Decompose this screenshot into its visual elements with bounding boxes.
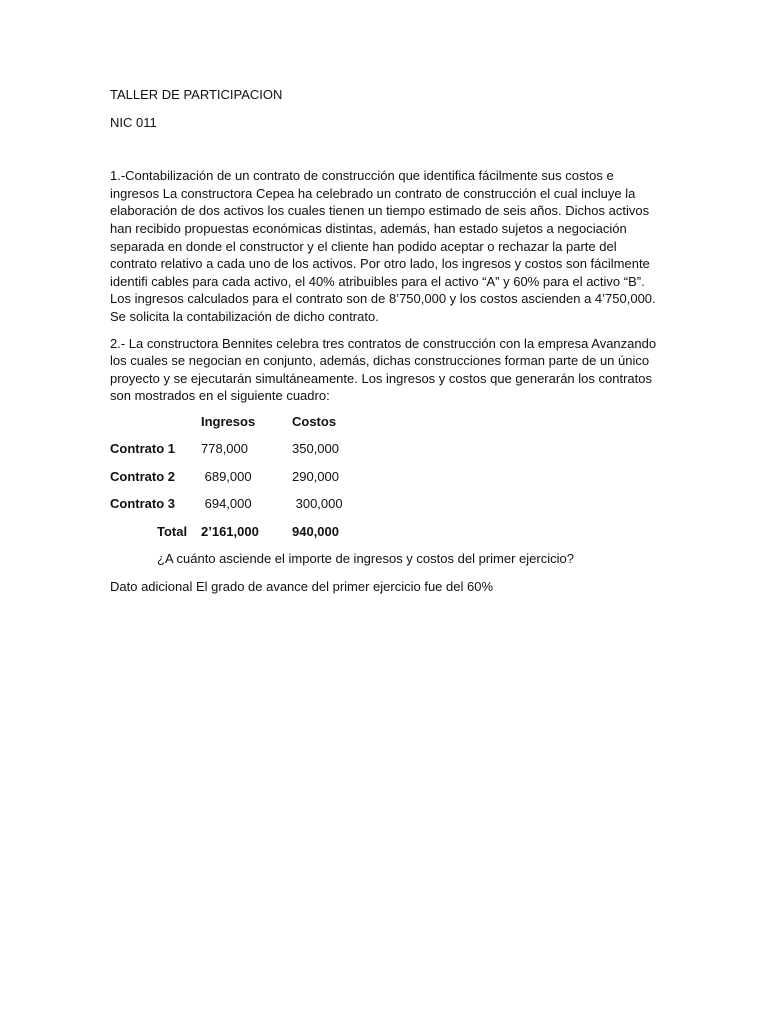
paragraph-2-line: 2.- La constructora Bennites celebra tres contratos de construcción con la empresa Avanzando	[110, 335, 657, 351]
document-page	[110, 86, 660, 596]
paragraph-2-line: son mostrados en el siguiente cuadro:	[110, 388, 330, 404]
contracts-table	[110, 413, 660, 551]
paragraph-2	[110, 335, 660, 405]
table-header-row	[110, 413, 660, 441]
row-costos: 290,000	[292, 468, 339, 484]
row-ingresos: 689,000	[201, 468, 252, 484]
question-text: ¿A cuánto asciende el importe de ingresos y costos del primer ejercicio?	[157, 551, 574, 567]
paragraph-1-line: Se solicita la contabilización de dicho contrato.	[110, 308, 379, 324]
row-label: Contrato 3	[110, 496, 175, 512]
paragraph-2-line: proyecto y se ejecutarán simultáneamente. Los ingresos y costos que generarán los contratos	[110, 370, 652, 386]
header-ingresos: Ingresos	[201, 413, 256, 429]
row-costos: 300,000	[292, 496, 343, 512]
table-total-row	[110, 523, 660, 551]
row-label: Contrato 1	[110, 441, 175, 457]
total-label: Total	[157, 523, 188, 539]
row-ingresos: 694,000	[201, 496, 252, 512]
table-row	[110, 468, 660, 496]
paragraph-1-line: elaboración de dos activos los cuales tienen un tiempo estimado de seis años. Dichos activos	[110, 203, 650, 219]
table-row	[110, 440, 660, 468]
paragraph-1-line: ingresos La constructora Cepea ha celebrado un contrato de construcción el cual incluye la	[110, 185, 636, 201]
paragraph-2-line: los cuales se negocian en conjunto, además, dichas construcciones forman parte de un único	[110, 353, 650, 369]
paragraph-1-line: contrato relativo a cada uno de los activos. Por otro lado, los ingresos y costos son fácilmente	[110, 256, 650, 272]
additional-data-text: Dato adicional El grado de avance del primer ejercicio fue del 60%	[110, 579, 493, 594]
row-label: Contrato 2	[110, 468, 175, 484]
paragraph-1	[110, 167, 660, 325]
document-subtitle: NIC 011	[110, 114, 157, 130]
total-costos: 940,000	[292, 523, 339, 539]
header-costos: Costos	[292, 413, 337, 429]
row-ingresos: 778,000	[201, 441, 248, 457]
paragraph-1-line: identifi cables para cada activo, el 40% atribuibles para el activo “A” y 60% para el activo “B”.	[110, 273, 645, 289]
table-row	[110, 495, 660, 523]
paragraph-1-line: Los ingresos calculados para el contrato son de 8’750,000 y los costos ascienden a 4’750,000.	[110, 291, 656, 307]
document-title: TALLER DE PARTICIPACION	[110, 87, 283, 102]
row-costos: 350,000	[292, 441, 339, 457]
paragraph-1-line: 1.-Contabilización de un contrato de construcción que identifica fácilmente sus costos e	[110, 168, 614, 184]
paragraph-1-line: han recibido propuestas económicas distintas, además, han estado sujetos a negociación	[110, 220, 627, 236]
paragraph-1-line: separada en donde el constructor y el cliente han podido aceptar o rechazar la parte del	[110, 238, 617, 254]
total-ingresos: 2’161,000	[201, 523, 259, 539]
